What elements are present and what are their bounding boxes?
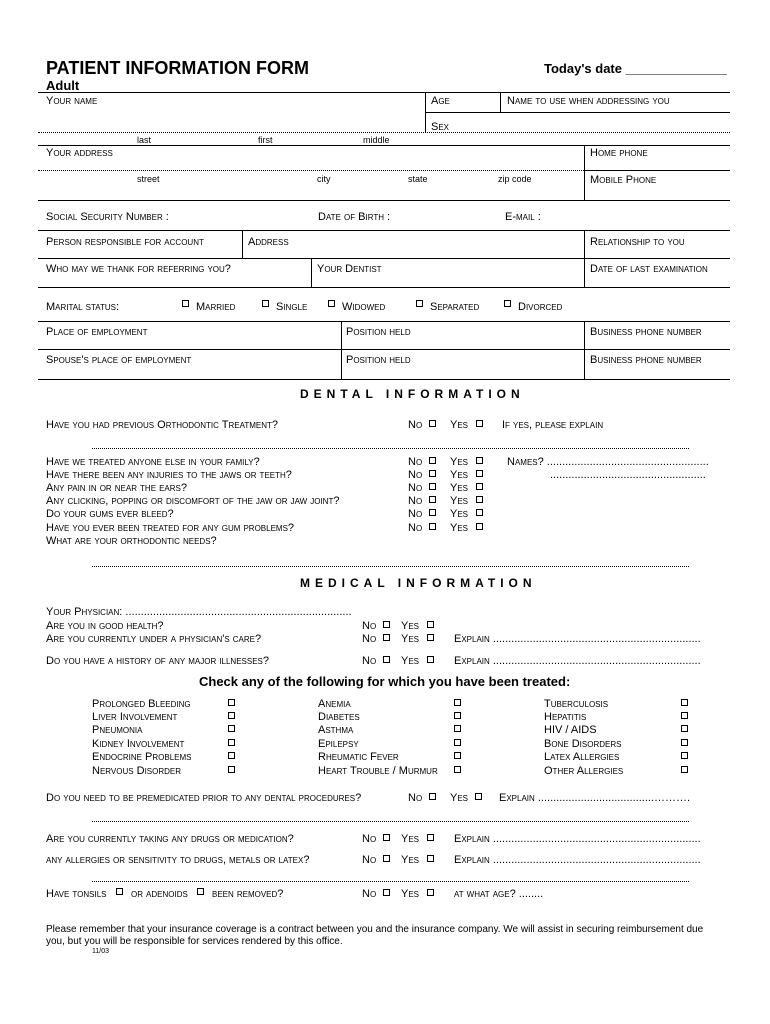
middle-sublabel: middle [363, 135, 390, 145]
married-label: Married [196, 301, 236, 313]
no-checkbox[interactable] [383, 855, 390, 862]
condition-checkbox[interactable] [228, 725, 235, 732]
no-label: No [362, 633, 377, 645]
yes-label: Yes [401, 620, 420, 632]
q-orthodontic: Have you had previous Orthodontic Treatment? [46, 419, 278, 431]
adenoids-checkbox[interactable] [197, 888, 204, 895]
zip-sublabel: zip code [498, 174, 532, 184]
last-sublabel: last [137, 135, 152, 145]
condition-label: Latex Allergies [544, 751, 620, 763]
yes-label: Yes [450, 508, 469, 520]
yes-label: Yes [401, 633, 420, 645]
divorced-checkbox[interactable] [504, 300, 511, 307]
condition-label: Heart Trouble / Murmur [318, 765, 438, 777]
no-label: No [362, 854, 377, 866]
no-label: No [408, 419, 423, 431]
condition-checkbox[interactable] [681, 766, 688, 773]
yes-label: Yes [401, 854, 420, 866]
no-checkbox[interactable] [429, 483, 436, 490]
condition-checkbox[interactable] [681, 712, 688, 719]
q-family-treated: Have we treated anyone else in your family? [46, 456, 260, 468]
no-checkbox[interactable] [383, 634, 390, 641]
yes-label: Yes [401, 888, 420, 900]
form-title: PATIENT INFORMATION FORM [46, 58, 309, 78]
condition-checkbox[interactable] [681, 725, 688, 732]
no-label: No [408, 482, 423, 494]
condition-checkbox[interactable] [454, 752, 461, 759]
first-sublabel: first [258, 135, 273, 145]
condition-label: Diabetes [318, 711, 360, 723]
condition-label: Epilepsy [318, 738, 359, 750]
yes-checkbox[interactable] [476, 457, 483, 464]
medical-section-title: MEDICAL INFORMATION [300, 576, 537, 590]
yes-label: Yes [401, 655, 420, 667]
what-age-field[interactable]: at what age? ........ [454, 888, 544, 900]
if-yes-explain-label: If yes, please explain [502, 419, 604, 431]
no-checkbox[interactable] [429, 523, 436, 530]
q-major-illness: Do you have a history of any major illnesses? [46, 655, 270, 667]
premed-yes-checkbox[interactable] [475, 793, 482, 800]
employment-label: Place of employment [46, 326, 148, 338]
condition-checkbox[interactable] [228, 752, 235, 759]
yes-label: Yes [450, 792, 469, 804]
physician-field[interactable]: Your Physician: .......................................................................... [46, 606, 352, 618]
yes-label: Yes [401, 833, 420, 845]
q-under-care: Are you currently under a physician's care? [46, 633, 262, 645]
q-allergies: any allergies or sensitivity to drugs, metals or latex? [46, 854, 310, 866]
yes-checkbox[interactable] [427, 656, 434, 663]
yes-checkbox[interactable] [476, 523, 483, 530]
city-sublabel: city [317, 174, 331, 184]
divorced-label: Divorced [518, 301, 563, 313]
condition-label: Bone Disorders [544, 738, 622, 750]
tonsils-label: Have tonsils [46, 888, 107, 900]
condition-checkbox[interactable] [681, 739, 688, 746]
insurance-note-line2: you, but you will be responsible for services rendered by this office. [46, 936, 343, 947]
form-subtitle: Adult [46, 78, 80, 93]
condition-label: HIV / AIDS [544, 724, 597, 736]
q-gums-bleed: Do your gums ever bleed? [46, 508, 174, 520]
yes-checkbox[interactable] [476, 470, 483, 477]
yes-checkbox[interactable] [476, 483, 483, 490]
condition-checkbox[interactable] [228, 699, 235, 706]
your-dentist-label: Your Dentist [317, 263, 382, 275]
yes-checkbox[interactable] [427, 834, 434, 841]
age-label: Age [431, 95, 450, 107]
dob-label: Date of Birth : [318, 211, 391, 223]
condition-checkbox[interactable] [454, 699, 461, 706]
no-label: No [362, 655, 377, 667]
removed-label: been removed? [212, 888, 284, 900]
state-sublabel: state [408, 174, 428, 184]
no-checkbox[interactable] [429, 509, 436, 516]
names-field[interactable]: Names? ..................................................... [507, 456, 709, 468]
position-label: Position held [346, 326, 411, 338]
ssn-label: Social Security Number : [46, 211, 169, 223]
person-responsible-label: Person responsible for account [46, 236, 204, 248]
condition-checkbox[interactable] [454, 712, 461, 719]
referring-label: Who may we thank for referring you? [46, 263, 231, 275]
no-label: No [408, 456, 423, 468]
condition-label: Asthma [318, 724, 354, 736]
condition-label: Prolonged Bleeding [92, 698, 191, 710]
yes-checkbox[interactable] [427, 634, 434, 641]
condition-label: Rheumatic Fever [318, 751, 399, 763]
check-conditions-title: Check any of the following for which you have been treated: [199, 674, 571, 689]
tonsils-checkbox[interactable] [116, 888, 123, 895]
condition-label: Liver Involvement [92, 711, 178, 723]
no-checkbox[interactable] [429, 470, 436, 477]
q-medication: Are you currently taking any drugs or medication? [46, 833, 294, 845]
single-label: Single [276, 301, 308, 313]
single-checkbox[interactable] [262, 300, 269, 307]
yes-checkbox[interactable] [476, 496, 483, 503]
no-label: No [408, 495, 423, 507]
no-checkbox[interactable] [383, 621, 390, 628]
yes-label: Yes [450, 469, 469, 481]
no-label: No [408, 508, 423, 520]
condition-checkbox[interactable] [228, 712, 235, 719]
your-name-label: Your name [46, 95, 98, 107]
address-label: Address [248, 236, 289, 248]
condition-checkbox[interactable] [681, 752, 688, 759]
explain-field[interactable]: Explain .................................................................... [454, 655, 701, 667]
condition-checkbox[interactable] [454, 725, 461, 732]
premed-explain-field[interactable]: Explain ......................................………. [499, 792, 691, 804]
condition-label: Pneumonia [92, 724, 143, 736]
yes-checkbox[interactable] [427, 889, 434, 896]
condition-label: Other Allergies [544, 765, 624, 777]
q-orthodontic-no-checkbox[interactable] [429, 420, 436, 427]
no-label: No [408, 792, 423, 804]
condition-checkbox[interactable] [454, 739, 461, 746]
no-checkbox[interactable] [383, 889, 390, 896]
condition-checkbox[interactable] [228, 766, 235, 773]
names-field-line2[interactable]: ................................................... [550, 469, 706, 481]
no-checkbox[interactable] [429, 496, 436, 503]
marital-status-label: Marital status: [46, 301, 120, 313]
dental-section-title: DENTAL INFORMATION [300, 387, 525, 401]
explain-field[interactable]: Explain .................................................................... [454, 833, 701, 845]
yes-checkbox[interactable] [427, 621, 434, 628]
yes-checkbox[interactable] [427, 855, 434, 862]
q-ear-pain: Any pain in or near the ears? [46, 482, 187, 494]
q-orthodontic-yes-checkbox[interactable] [476, 420, 483, 427]
yes-label: Yes [450, 419, 469, 431]
condition-label: Nervous Disorder [92, 765, 182, 777]
no-checkbox[interactable] [429, 457, 436, 464]
email-label: E-mail : [505, 211, 541, 223]
yes-checkbox[interactable] [476, 509, 483, 516]
condition-checkbox[interactable] [228, 739, 235, 746]
form-code: 11/03 [92, 948, 109, 955]
no-label: No [362, 833, 377, 845]
mobile-phone-label: Mobile Phone [590, 174, 657, 186]
business-phone-label: Business phone number [590, 326, 702, 338]
widowed-checkbox[interactable] [328, 300, 335, 307]
sex-label: Sex [431, 121, 450, 133]
no-label: No [408, 469, 423, 481]
street-sublabel: street [137, 174, 160, 184]
home-phone-label: Home phone [590, 147, 648, 159]
last-exam-label: Date of last examination [590, 263, 708, 275]
explain-field[interactable]: Explain .................................................................... [454, 633, 701, 645]
separated-checkbox[interactable] [416, 300, 423, 307]
relationship-label: Relationship to you [590, 236, 685, 248]
widowed-label: Widowed [342, 301, 386, 313]
spouse-business-phone-label: Business phone number [590, 354, 702, 366]
yes-label: Yes [450, 456, 469, 468]
condition-label: Endocrine Problems [92, 751, 192, 763]
q-jaw-clicking: Any clicking, popping or discomfort of the jaw or jaw joint? [46, 495, 340, 507]
married-checkbox[interactable] [182, 300, 189, 307]
q-injuries: Have there been any injuries to the jaws or teeth? [46, 469, 292, 481]
spouse-position-label: Position held [346, 354, 411, 366]
no-label: No [362, 888, 377, 900]
q-premedicated: Do you need to be premedicated prior to any dental procedures? [46, 792, 362, 804]
no-checkbox[interactable] [383, 834, 390, 841]
name-to-use-label: Name to use when addressing you [507, 95, 670, 107]
condition-label: Hepatitis [544, 711, 587, 723]
q-gum-problems: Have you ever been treated for any gum problems? [46, 522, 295, 534]
no-label: No [408, 522, 423, 534]
no-label: No [362, 620, 377, 632]
premed-no-checkbox[interactable] [429, 793, 436, 800]
insurance-note-line1: Please remember that your insurance coverage is a contract between you and the insurance company. We will assist in securing reimbursement due [46, 924, 704, 935]
condition-label: Kidney Involvement [92, 738, 185, 750]
no-checkbox[interactable] [383, 656, 390, 663]
yes-label: Yes [450, 522, 469, 534]
condition-checkbox[interactable] [454, 766, 461, 773]
yes-label: Yes [450, 482, 469, 494]
todays-date-field[interactable]: Today's date ______________ [544, 61, 727, 76]
separated-label: Separated [430, 301, 480, 313]
q-orthodontic-needs: What are your orthodontic needs? [46, 535, 217, 547]
your-address-label: Your address [46, 147, 113, 159]
spouse-employment-label: Spouse's place of employment [46, 354, 192, 366]
adenoids-label: or adenoids [131, 888, 188, 900]
condition-checkbox[interactable] [681, 699, 688, 706]
yes-label: Yes [450, 495, 469, 507]
explain-field[interactable]: Explain .................................................................... [454, 854, 701, 866]
condition-label: Anemia [318, 698, 351, 710]
q-good-health: Are you in good health? [46, 620, 164, 632]
condition-label: Tuberculosis [544, 698, 609, 710]
